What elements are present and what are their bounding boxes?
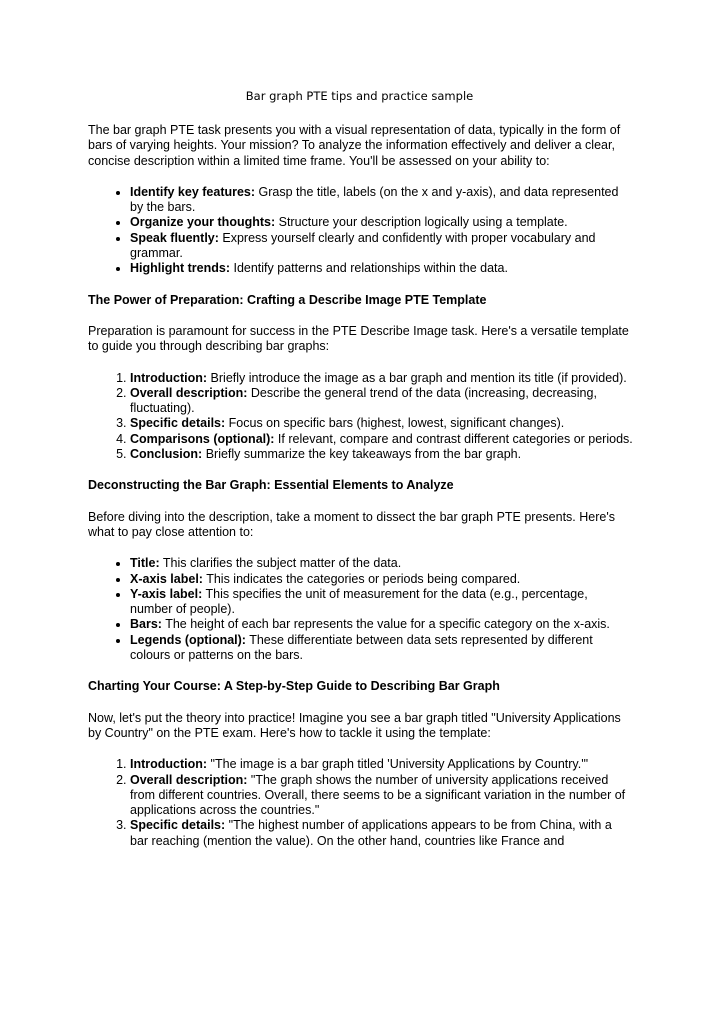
list-item: • Y-axis label: This specifies the unit of measurement for the data (e.g., percentage, number of people). (130, 587, 633, 618)
section-heading: The Power of Preparation: Crafting a Describe Image PTE Template (88, 292, 487, 307)
list-item: • Identify key features: Grasp the title, labels (on the x and y-axis), and data represented by the bars. (130, 185, 633, 216)
document-body (88, 123, 633, 865)
list-item: 4. Comparisons (optional): If relevant, compare and contrast different categories or periods. (130, 432, 633, 447)
list-item: 2. Overall description: Describe the general trend of the data (increasing, decreasing, fluctuating). (130, 386, 633, 417)
section-paragraph: Before diving into the description, take a moment to dissect the bar graph PTE presents. Here's what to pay close attention to: (88, 509, 615, 539)
list-item: 1. Introduction: "The image is a bar graph titled 'University Applications by Country.'" (130, 757, 633, 772)
example-steps-list (88, 757, 633, 849)
document-title: Bar graph PTE tips and practice sample (245, 89, 474, 103)
section-paragraph: Preparation is paramount for success in the PTE Describe Image task. Here's a versatile template to guide you through describing bar graphs: (88, 323, 629, 354)
list-item: 3. Specific details: "The highest number of applications appears to be from China, with a bar reaching (mention the value). On the other hand, countries like France and (130, 818, 633, 849)
list-item: 5. Conclusion: Briefly summarize the key takeaways from the bar graph. (130, 447, 633, 462)
list-item: • Bars: The height of each bar represents the value for a specific category on the x-axis. (130, 617, 633, 632)
list-item: • Speak fluently: Express yourself clearly and confidently with proper vocabulary and grammar. (130, 231, 633, 262)
list-item: 2. Overall description: "The graph shows the number of university applications received from different countries. Overall, there seems to be a significant variation in the number of applications across the countries." (130, 773, 633, 819)
section-heading: Deconstructing the Bar Graph: Essential Elements to Analyze (88, 478, 454, 493)
list-item: • Legends (optional): These differentiate between data sets represented by different colours or patterns on the bars. (130, 633, 633, 664)
list-item: • Organize your thoughts: Structure your description logically using a template. (130, 215, 633, 230)
template-steps-list (88, 371, 633, 463)
list-item: 1. Introduction: Briefly introduce the image as a bar graph and mention its title (if provided). (130, 371, 633, 386)
elements-list (88, 556, 633, 663)
section-paragraph: Now, let's put the theory into practice! Imagine you see a bar graph titled "University Applications by Country" on the PTE exam. Here's how to tackle it using the template: (88, 710, 621, 740)
list-item: • Highlight trends: Identify patterns and relationships within the data. (130, 261, 633, 276)
intro-paragraph: The bar graph PTE task presents you with a visual representation of data, typically in the form of bars of varying heights. Your mission? To analyze the information effectively and deliver a clear, concise description within a limited time frame. You'll be assessed on your ability to: (88, 123, 621, 168)
skills-list (88, 185, 633, 277)
list-item: • X-axis label: This indicates the categories or periods being compared. (130, 572, 633, 587)
list-item: 3. Specific details: Focus on specific bars (highest, lowest, significant changes). (130, 416, 633, 431)
section-heading: Charting Your Course: A Step-by-Step Guide to Describing Bar Graph (88, 679, 500, 694)
list-item: • Title: This clarifies the subject matter of the data. (130, 556, 633, 571)
